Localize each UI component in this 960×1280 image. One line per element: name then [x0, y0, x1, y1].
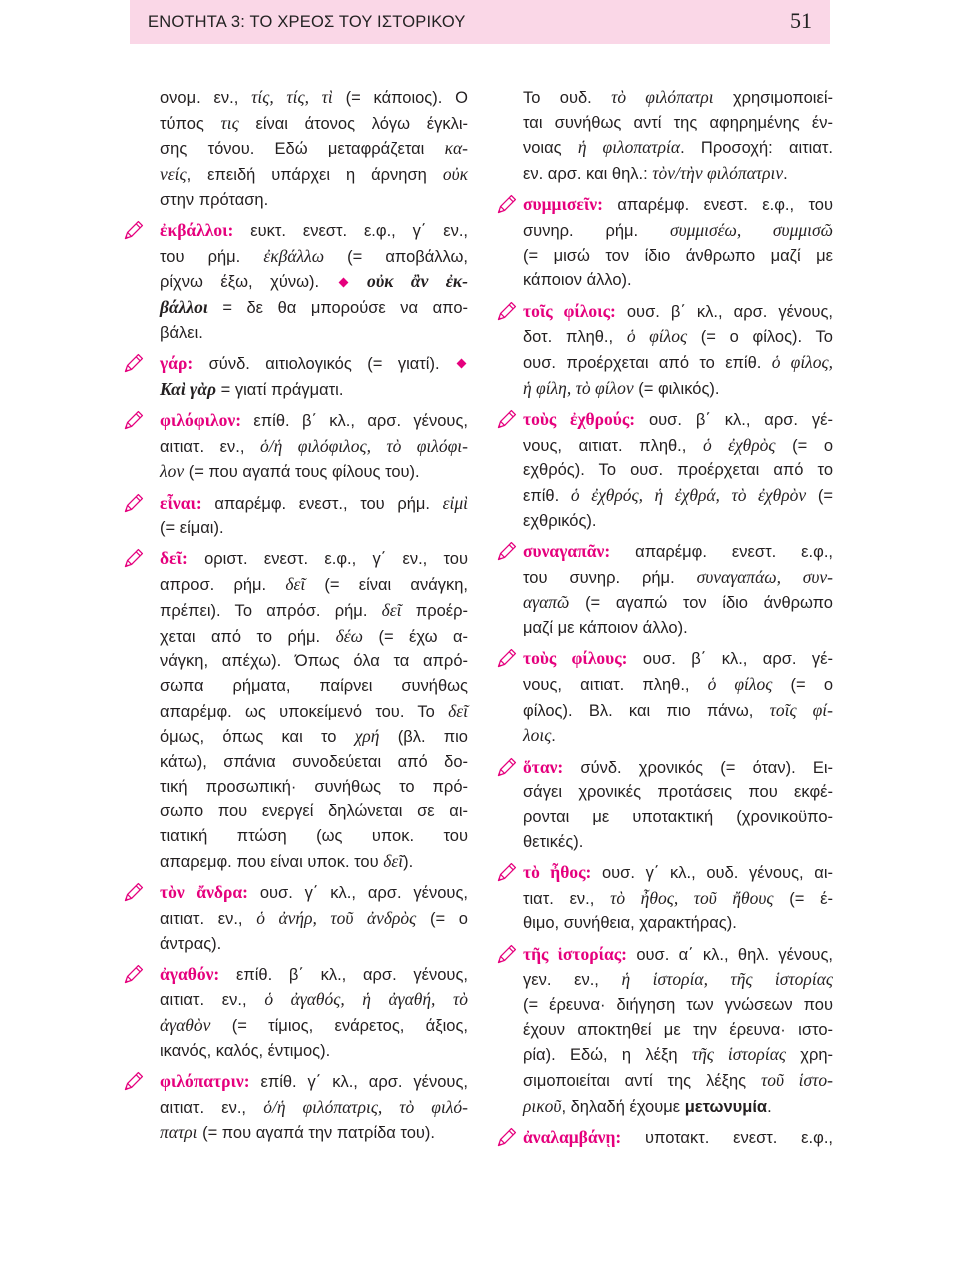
- text-run: ουσ. γ΄ κλ., αρσ. γένους,: [247, 884, 468, 903]
- text-run: συνηρ. ρήμ.: [523, 222, 670, 241]
- headword: τῆς ἱστορίας:: [523, 943, 628, 964]
- text-run: (= έρευνα· διήγηση των γνώσεων που: [523, 995, 833, 1014]
- text-line: [160, 572, 468, 598]
- text-line: [523, 860, 833, 886]
- headword: τοῖς φίλοις:: [523, 300, 616, 321]
- text-line: [523, 376, 833, 402]
- italic-term: τῆς ἱστορίας: [691, 1044, 786, 1065]
- glossary-entry: [523, 539, 833, 641]
- text-line: [523, 1094, 833, 1120]
- text-run: νάγκη, απέχω). Όπως όλα τα απρό-: [160, 652, 468, 671]
- text-run: = γιατί πράγματι.: [216, 380, 344, 399]
- italic-term: τίς, τίς, τὶ: [251, 87, 333, 107]
- pencil-icon: [123, 963, 145, 985]
- glossary-entry: [523, 1125, 833, 1151]
- text-line: [160, 598, 468, 624]
- text-run: ρία). Εδώ, η λέξη: [523, 1046, 692, 1065]
- text-line: [160, 674, 468, 699]
- glossary-entry: [160, 546, 468, 874]
- text-run: σωπα ρήματα, παίρνει συνήθως: [160, 676, 468, 695]
- italic-term: ὁ φίλος: [707, 673, 773, 694]
- italic-term: ὁ/ἡ φιλόφιλος, τὸ φιλόφι-: [260, 435, 468, 456]
- pencil-icon: [123, 352, 145, 374]
- glossary-entry: [160, 1069, 468, 1146]
- text-run: θιμο, συνήθεια, χαρακτήρας).: [523, 914, 737, 933]
- text-run: .: [551, 727, 556, 746]
- italic-term: τὸ ἦθος, τοῦ ἤθους: [610, 887, 774, 908]
- italic-term: ἀγαθὸν: [160, 1015, 211, 1036]
- text-line: [160, 136, 468, 162]
- text-run: (= κάποιος). Ο: [332, 89, 469, 107]
- text-run: (= αγαπώ τον ίδιο άνθρωπο: [569, 594, 833, 613]
- text-line: [523, 135, 833, 161]
- italic-term: τοῦ ἱστο-: [760, 1070, 833, 1091]
- italic-term: τοῖς φί-: [769, 699, 833, 720]
- text-run: (= ο: [416, 909, 468, 928]
- glossary-entry: [523, 646, 833, 749]
- text-run: κάποιον άλλο).: [523, 271, 632, 290]
- text-run: (= ο: [772, 675, 833, 694]
- pencil-icon: [496, 943, 518, 965]
- left-column: [160, 85, 468, 1146]
- headword: γάρ:: [160, 353, 194, 374]
- text-run: του ρήμ.: [160, 247, 264, 266]
- italic-term: ὁ ἀγαθός, ἡ ἀγαθή, τὸ: [264, 989, 468, 1010]
- text-run: νους, αιτιατ. πληθ.,: [523, 436, 703, 455]
- text-run: προέρ-: [401, 601, 468, 620]
- text-run: σύνδ. χρονικός (= όταν). Ει-: [563, 758, 833, 777]
- italic-term: ἡ φίλη, τὸ φίλον: [523, 377, 634, 398]
- text-line: [523, 1125, 833, 1151]
- text-run: πρέπει). Το απρόσ. ρήμ.: [160, 601, 382, 620]
- text-run: Το ουδ.: [523, 89, 612, 107]
- text-run: ρονται με υποτακτική (χρονικοϋπο-: [523, 807, 833, 826]
- italic-term: οὐκ: [442, 164, 468, 185]
- text-run: (= είμαι).: [160, 519, 224, 538]
- text-run: ουσ. προέρχεται από το επίθ.: [523, 354, 772, 373]
- text-line: [160, 849, 468, 875]
- text-run: επίθ.: [523, 487, 571, 506]
- text-line: [160, 699, 468, 725]
- text-line: [160, 624, 468, 650]
- text-run: τύπος: [160, 114, 221, 133]
- text-run: σάγει χρονικές προτάσεις που εκφέ-: [523, 783, 833, 802]
- text-line: [160, 824, 468, 849]
- italic-term: αγαπῶ: [523, 592, 570, 613]
- text-run: απαρέμφ. ενεστ. ε.φ., του: [602, 196, 833, 215]
- text-line: [160, 906, 468, 932]
- text-line: [523, 723, 833, 749]
- headword: τὸ ἦθος:: [523, 861, 592, 882]
- text-run: κάτω), σπάνια συνοδεύεται από δο-: [160, 753, 468, 772]
- italic-term: ὁ ἐχθρός, ἡ ἐχθρά, τὸ ἐχθρὸν: [570, 485, 807, 506]
- text-run: είναι άτονος λόγω έγκλι-: [238, 114, 468, 133]
- text-run: χεται από το ρήμ.: [160, 627, 336, 646]
- text-run: εχθρός). Το ουσ. προέρχεται από το: [523, 461, 833, 480]
- glossary-entry: [160, 491, 468, 541]
- text-line: [523, 672, 833, 698]
- italic-term: κα-: [444, 138, 468, 159]
- text-run: οριστ. ενεστ. ε.φ., γ΄ εν., του: [187, 550, 468, 569]
- text-line: [523, 616, 833, 641]
- text-run: τιατ. εν.,: [523, 889, 611, 908]
- text-run: φίλος). Βλ. και πιο πάνω,: [523, 701, 770, 720]
- headword: τοὺς ἐχθρούς:: [523, 408, 636, 429]
- text-run: χρη-: [786, 1046, 834, 1065]
- headword: ἐκβάλλοι:: [160, 220, 234, 241]
- glossary-entry: [160, 880, 468, 956]
- text-line: [523, 1042, 833, 1068]
- headword: ἀναλαμβάνῃ:: [523, 1126, 622, 1147]
- text-run: (βλ. πιο: [379, 728, 468, 747]
- bold-italic-phrase: Καὶ γὰρ: [160, 378, 217, 399]
- text-line: [523, 886, 833, 912]
- text-run: υποτακτ. ενεστ. ε.φ.,: [621, 1128, 833, 1147]
- italic-term: τις: [220, 112, 239, 133]
- text-line: [160, 408, 468, 434]
- text-line: [160, 799, 468, 824]
- headword: δεῖ:: [160, 548, 188, 569]
- italic-term: ὁ φίλος,: [771, 352, 833, 373]
- text-line: [160, 162, 468, 188]
- text-run: απαρέμφ. ενεστ., του ρήμ.: [201, 494, 443, 513]
- text-line: [160, 218, 468, 244]
- text-run: σύνδ. αιτιολογικός (= γιατί).: [193, 355, 455, 374]
- glossary-entry: [523, 299, 833, 402]
- glossary-entry: [160, 408, 468, 485]
- text-run: ουσ. β΄ κλ., αρσ. γέ-: [635, 410, 833, 429]
- italic-term: νείς: [160, 164, 187, 185]
- pencil-icon: [496, 756, 518, 778]
- glossary-entry: [523, 942, 833, 1120]
- text-run: (= που αγαπά τους φίλους του).: [184, 463, 420, 482]
- pencil-icon: [123, 492, 145, 514]
- text-line: [160, 1013, 468, 1039]
- text-line: [523, 1018, 833, 1043]
- italic-term: εἰμὶ: [442, 492, 468, 513]
- text-line: [160, 321, 468, 346]
- text-run: του συνηρ. ρήμ.: [523, 568, 697, 587]
- text-line: [523, 1068, 833, 1094]
- text-line: [160, 111, 468, 137]
- italic-term: ὁ/ἡ φιλόπατρις, τὸ φιλό-: [263, 1096, 468, 1117]
- text-run: απαρέμφ. ως υποκείμενό του. Το: [160, 702, 449, 721]
- text-line: [160, 750, 468, 775]
- text-line: [160, 987, 468, 1013]
- text-run: (= που αγαπά την πατρίδα του).: [197, 1124, 435, 1143]
- diamond-icon: [457, 359, 467, 369]
- text-run: τιατική πτώση (ως υποκ. του: [160, 827, 468, 846]
- text-run: εν. αρσ. και θηλ.:: [523, 165, 653, 184]
- text-run: χρησιμοποιεί-: [713, 89, 833, 107]
- text-line: [523, 299, 833, 325]
- text-run: (= ο: [775, 436, 833, 455]
- pencil-icon: [496, 647, 518, 669]
- text-line: [160, 775, 468, 800]
- text-run: .: [767, 1097, 772, 1116]
- italic-term: δέω: [335, 625, 363, 646]
- text-line: [160, 724, 468, 750]
- text-run: απροσ. ρήμ.: [160, 576, 286, 595]
- text-run: βάλει.: [160, 323, 203, 342]
- text-line: [523, 755, 833, 781]
- text-line: [160, 649, 468, 674]
- text-run: επίθ. γ΄ κλ., αρσ. γένους,: [249, 1073, 468, 1092]
- text-run: στην πρόταση.: [160, 190, 269, 209]
- italic-term: ἡ ἱστορία, τῆς ἱστορίας: [621, 969, 833, 990]
- headword: συναγαπᾶν:: [523, 540, 611, 561]
- text-run: αιτιατ. εν.,: [160, 991, 265, 1010]
- text-run: νους, αιτιατ. πληθ.,: [523, 675, 708, 694]
- text-line: [160, 1095, 468, 1121]
- text-line: [523, 244, 833, 269]
- text-line: [160, 962, 468, 988]
- italic-term: ἡ φιλοπατρία: [577, 137, 681, 158]
- glossary-entry: [523, 755, 833, 855]
- text-run: απαρεμφ. που είναι υποκ. του: [160, 852, 384, 871]
- text-line: [523, 646, 833, 672]
- text-line: [523, 509, 833, 534]
- text-run: επίθ. β΄ κλ., αρσ. γένους,: [219, 965, 468, 984]
- text-line: [160, 188, 468, 213]
- italic-term: τὸν/τὴν φιλόπατριν: [652, 163, 784, 184]
- section-header-band: [130, 0, 830, 44]
- italic-term: δεῖ: [383, 850, 404, 871]
- text-run: σωπο που ενεργεί δηλώνεται σε αι-: [160, 802, 468, 821]
- pencil-icon: [496, 408, 518, 430]
- text-line: [160, 546, 468, 572]
- text-line: [523, 993, 833, 1018]
- diamond-icon: [338, 277, 348, 287]
- text-line: [523, 350, 833, 376]
- text-line: [523, 942, 833, 968]
- text-run: (= αποβάλλω,: [324, 247, 468, 266]
- text-run: (=: [806, 487, 833, 506]
- pencil-icon: [123, 547, 145, 569]
- text-run: . Προσοχή: αιτιατ.: [680, 139, 833, 158]
- text-run: , επειδή υπάρχει η άρνηση: [186, 166, 443, 185]
- text-line: [160, 491, 468, 517]
- glossary-entry: [523, 860, 833, 936]
- text-run: ουσ. γ΄ κλ., ουδ. γένους, αι-: [591, 863, 833, 882]
- text-run: επίθ. β΄ κλ., αρσ. γένους,: [241, 411, 468, 430]
- italic-term: ἐκβάλλω: [263, 245, 325, 266]
- headword: εἶναι:: [160, 492, 202, 513]
- text-line: [160, 295, 468, 321]
- text-run: δοτ. πληθ.,: [523, 328, 627, 347]
- italic-term: δεῖ: [448, 700, 468, 721]
- text-run: (= είναι ανάγκη,: [305, 576, 469, 595]
- text-line: [523, 433, 833, 459]
- text-run: μαζί με κάποιον άλλο).: [523, 619, 688, 638]
- glossary-entry-continuation: [523, 85, 833, 187]
- text-line: [523, 967, 833, 993]
- text-line: [160, 932, 468, 957]
- text-run: αιτιατ. εν.,: [160, 909, 257, 928]
- text-line: [523, 85, 833, 111]
- text-line: [523, 780, 833, 805]
- text-run: εχθρικός).: [523, 511, 597, 530]
- bold-italic-phrase: βάλλοι: [160, 297, 208, 318]
- text-run: απαρέμφ. ενεστ. ε.φ.,: [610, 542, 833, 561]
- glossary-entry: [160, 962, 468, 1064]
- text-line: [160, 1039, 468, 1064]
- text-line: [523, 324, 833, 350]
- text-line: [523, 539, 833, 565]
- text-run: (= τίμιος, ενάρετος, άξιος,: [210, 1017, 468, 1036]
- text-line: [523, 161, 833, 187]
- headword: τὸν ἄνδρα:: [160, 882, 248, 903]
- text-line: [523, 458, 833, 483]
- text-line: [523, 805, 833, 830]
- headword: ἀγαθόν:: [160, 963, 220, 984]
- headword: ὅταν:: [523, 756, 564, 777]
- bold-term: μετωνυμία: [684, 1097, 768, 1116]
- pencil-icon: [123, 881, 145, 903]
- text-run: ευκτ. ενεστ. ε.φ., γ΄ εν.,: [233, 222, 468, 241]
- text-run: ουσ. α΄ κλ., θηλ. γένους,: [627, 945, 833, 964]
- italic-term: ὁ ἐχθρὸς: [702, 434, 776, 455]
- text-run: (= έχω α-: [362, 627, 469, 646]
- text-line: [160, 434, 468, 460]
- text-run: θετικές).: [523, 832, 584, 851]
- headword: συμμισεῖν:: [523, 194, 603, 215]
- text-run: (= ο φίλος). Το: [687, 328, 833, 347]
- text-line: [160, 516, 468, 541]
- bold-italic-phrase: οὐκ ἂν ἐκ-: [349, 271, 468, 292]
- text-line: [523, 590, 833, 616]
- pencil-icon: [123, 219, 145, 241]
- text-run: .: [783, 165, 788, 184]
- glossary-entry: [523, 192, 833, 293]
- text-line: [160, 377, 468, 403]
- right-column: [523, 85, 833, 1151]
- text-run: ται συνήθως αντί της αφηρημένης έν-: [523, 113, 833, 132]
- pencil-icon: [123, 1070, 145, 1092]
- italic-term: λοις: [523, 725, 552, 746]
- pencil-icon: [496, 861, 518, 883]
- text-line: [160, 244, 468, 270]
- italic-term: συμμισέω, συμμισῶ: [669, 220, 833, 241]
- italic-term: λον: [160, 461, 185, 482]
- italic-term: χρή: [354, 726, 380, 747]
- italic-term: ὁ ἀνήρ, τοῦ ἀνδρὸς: [256, 907, 417, 928]
- section-title: ΕΝΟΤΗΤΑ 3: ΤΟ ΧΡΕΟΣ ΤΟΥ ΙΣΤΟΡΙΚΟΥ: [148, 13, 466, 31]
- text-run: ).: [403, 852, 414, 871]
- text-line: [523, 483, 833, 509]
- headword: φιλόφιλον:: [160, 409, 242, 430]
- pencil-icon: [496, 540, 518, 562]
- italic-term: ὁ φίλος: [626, 326, 688, 347]
- text-run: ικανός, καλός, έντιμος).: [160, 1041, 331, 1060]
- text-run: (= έ-: [773, 889, 833, 908]
- text-line: [523, 911, 833, 936]
- italic-term: πατρι: [160, 1122, 198, 1143]
- text-line: [160, 1069, 468, 1095]
- text-line: [160, 269, 468, 295]
- italic-term: ρικοῦ: [523, 1095, 562, 1116]
- text-line: [523, 565, 833, 591]
- pencil-icon: [123, 409, 145, 431]
- text-line: [160, 880, 468, 906]
- text-run: ονομ. εν.,: [160, 89, 252, 107]
- text-line: [523, 830, 833, 855]
- glossary-entry: [160, 218, 468, 346]
- text-line: [160, 351, 468, 377]
- glossary-entry: [160, 351, 468, 402]
- text-line: [160, 85, 468, 111]
- text-run: όμως, όπως και το: [160, 728, 355, 747]
- text-line: [523, 218, 833, 244]
- text-run: αιτιατ. εν.,: [160, 1098, 264, 1117]
- text-line: [523, 698, 833, 724]
- pencil-icon: [496, 1126, 518, 1148]
- text-run: άντρας).: [160, 934, 222, 953]
- text-run: νοιας: [523, 139, 578, 158]
- text-run: ρίχνω έξω, χύνω).: [160, 273, 337, 292]
- glossary-entry: [523, 407, 833, 534]
- text-line: [523, 407, 833, 433]
- italic-term: τὸ φιλόπατρι: [611, 87, 714, 107]
- text-run: έχουν αποκτηθεί με την έρευνα· ιστο-: [523, 1020, 833, 1039]
- pencil-icon: [496, 193, 518, 215]
- text-run: τική προσωπική· συνήθως το πρό-: [160, 777, 468, 796]
- text-run: σιμοποιείται αντί της λέξης: [523, 1072, 761, 1091]
- glossary-entry-continuation: [160, 85, 468, 213]
- text-run: (= φιλικός).: [633, 379, 720, 398]
- text-run: , δηλαδή έχουμε: [561, 1097, 685, 1116]
- text-run: γεν. εν.,: [523, 971, 622, 990]
- italic-term: δεῖ: [285, 574, 306, 595]
- italic-term: συναγαπάω, συν-: [696, 566, 833, 587]
- text-run: (= μισώ τον ίδιο άνθρωπο μαζί με: [523, 246, 833, 265]
- italic-term: δεῖ: [381, 599, 402, 620]
- text-line: [523, 268, 833, 293]
- pencil-icon: [496, 300, 518, 322]
- headword: τοὺς φίλους:: [523, 648, 628, 669]
- text-run: αιτιατ. εν.,: [160, 437, 261, 456]
- text-run: σης τόνου. Εδώ μεταφράζεται: [160, 140, 445, 159]
- page-number: 51: [790, 8, 812, 33]
- text-line: [523, 111, 833, 136]
- text-run: ουσ. β΄ κλ., αρσ. γένους,: [615, 302, 833, 321]
- text-line: [523, 192, 833, 218]
- text-run: ουσ. β΄ κλ., αρσ. γέ-: [627, 650, 833, 669]
- headword: φιλόπατριν:: [160, 1071, 250, 1092]
- text-run: = δε θα μπορούσε να απο-: [207, 299, 468, 318]
- text-line: [160, 459, 468, 485]
- text-line: [160, 1120, 468, 1146]
